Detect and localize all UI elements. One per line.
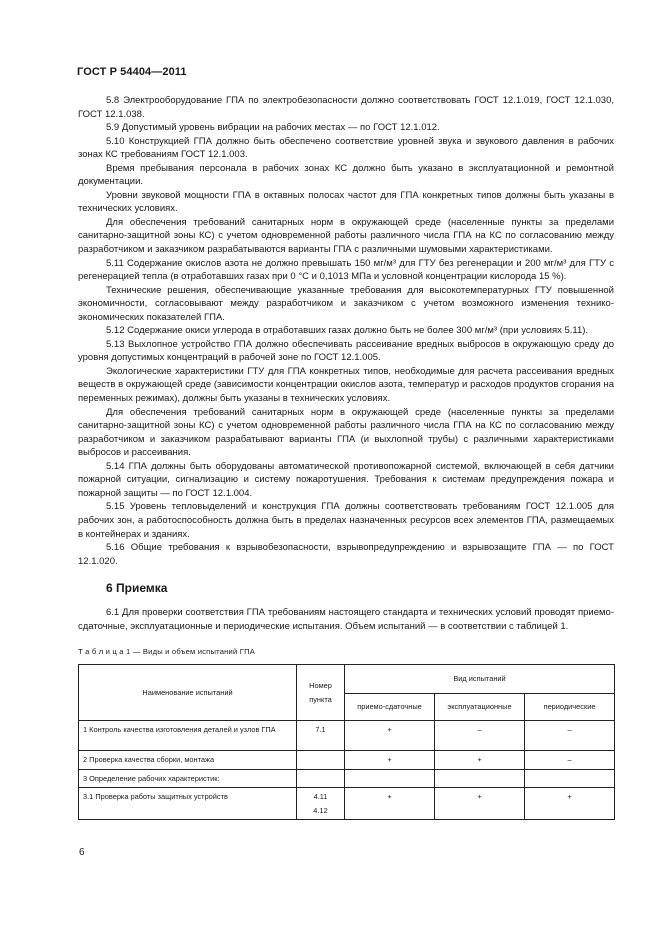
cell-number: 7.1 xyxy=(297,721,345,751)
table-row xyxy=(79,769,615,788)
cell-periodic xyxy=(525,769,615,788)
header-test-name: Наименование испытаний xyxy=(79,665,297,721)
cell-acceptance: + xyxy=(345,721,435,751)
paragraph-6-1: 6.1 Для проверки соответствия ГПА требованиям настоящего стандарта и технических условий проводят приемо-сдаточные, эксплуатационные и периодические испытания. Объем испытаний — в соответствии с таблицей 1. xyxy=(78,607,614,632)
header-acceptance: приемо-сдаточные xyxy=(345,694,435,721)
cell-name: 3.1 Проверка работы защитных устройств xyxy=(79,788,297,820)
paragraph-tech-solutions: Технические решения, обеспечивающие указанные требования для высокотемпературных ГТУ повышенной экономичности, согласовывают между разработчиком и заказчиком с учетом возможного изменения технико-экономических показателей ГПА. xyxy=(78,284,614,323)
cell-number xyxy=(297,751,345,770)
paragraph-5-14: 5.14 ГПА должны быть оборудованы автоматической противопожарной системой, включающей в себя датчики пожарной ситуации, сигнализацию и систему пожаротушения. Требования к системам предупреждения пожара и пожарной защиты — по ГОСТ 12.1.004. xyxy=(78,460,614,499)
paragraph-5-11: 5.11 Содержание окислов азота не должно превышать 150 мг/м³ для ГТУ без регенерации и 200 мг/м³ для ГТУ с регенерацией тепла (в отработавших газах при 0 °C и 0,1013 МПа и условной концентрации кислорода 15 %). xyxy=(78,257,614,283)
paragraph-5-12: 5.12 Содержание окиси углерода в отработавших газах должно быть не более 300 мг/м³ (при условиях 5.11). xyxy=(106,325,589,337)
cell-operational: + xyxy=(435,751,525,770)
table-caption: Т а б л и ц а 1 — Виды и объем испытаний ГПА xyxy=(78,647,255,657)
page-content xyxy=(78,94,614,820)
cell-name: 2 Проверка качества сборки, монтажа xyxy=(79,751,297,770)
paragraph-5-13: 5.13 Выхлопное устройство ГПА должно обеспечивать рассеивание вредных выбросов в окружающую среду до уровня допустимых концентраций в рабочей зоне по ГОСТ 12.1.005. xyxy=(78,338,614,364)
cell-acceptance xyxy=(345,769,435,788)
document-header: ГОСТ Р 54404—2011 xyxy=(77,66,187,78)
cell-acceptance: + xyxy=(345,788,435,820)
paragraph-sound-power: Уровни звуковой мощности ГПА в октавных полосах частот для ГПА конкретных типов должны быть указаны в технических условиях. xyxy=(78,189,614,215)
cell-acceptance: + xyxy=(345,751,435,770)
cell-periodic: – xyxy=(525,721,615,751)
cell-operational xyxy=(435,769,525,788)
section-title: 6 Приемка xyxy=(106,581,168,596)
paragraph-5-8: 5.8 Электрооборудование ГПА по электробезопасности должно соответствовать ГОСТ 12.1.019, ГОСТ 12.1.030, ГОСТ 12.1.038. xyxy=(78,95,614,120)
paragraph-5-10: 5.10 Конструкцией ГПА должно быть обеспечено соответствие уровней звука и звукового давления в рабочих зонах КС требованиям ГОСТ 12.1.003. xyxy=(78,135,614,161)
paragraph-eco-characteristics: Экологические характеристики ГТУ для ГПА конкретных типов, необходимые для расчета рассеивания вредных веществ в окружающей среде (зависимости концентрации окислов азота, температур и расходов продуктов сгорания на переменных режимах), должны быть указаны в технических условиях. xyxy=(78,365,614,405)
cell-number xyxy=(297,769,345,788)
tests-table xyxy=(78,664,615,820)
paragraph-5-9: 5.9 Допустимый уровень вибрации на рабочих местах — по ГОСТ 12.1.012. xyxy=(106,122,440,134)
cell-number: 4.11 4.12 xyxy=(297,788,345,820)
header-operational: эксплуатационные xyxy=(435,694,525,721)
cell-periodic: – xyxy=(525,751,615,770)
header-test-types: Вид испытаний xyxy=(345,665,615,694)
table-row xyxy=(79,751,615,770)
cell-periodic: + xyxy=(525,788,615,820)
header-periodic: периодические xyxy=(525,694,615,721)
cell-name: 1 Контроль качества изготовления деталей и узлов ГПА xyxy=(79,721,297,751)
header-clause-number: Номер пункта xyxy=(297,665,345,721)
cell-operational: + xyxy=(435,788,525,820)
paragraph-staff-time: Время пребывания персонала в рабочих зонах КС должно быть указано в эксплуатационной и ремонтной документации. xyxy=(78,162,614,188)
page-number: 6 xyxy=(79,847,85,858)
table-row xyxy=(79,788,615,820)
cell-operational: – xyxy=(435,721,525,751)
paragraph-emission-variants: Для обеспечения требований санитарных норм в окружающей среде (населенные пункты за пределами санитарно-защитной зоны КС) с учетом одновременной работы различного числа ГПА на КС по согласованию между разработчиком и заказчиком разрабатывают варианты ГПА (и выхлопной трубы) с различными характеристиками выбросов и рассеивания. xyxy=(78,406,614,459)
paragraph-noise-variants: Для обеспечения требований санитарных норм в окружающей среде (населенные пункты за пределами санитарно-защитной зоны КС) с учетом одновременной работы различного числа ГПА на КС по согласованию между разработчиком и заказчиком разрабатываются варианты ГПА с различными шумовыми характеристиками. xyxy=(78,216,614,256)
paragraph-5-16: 5.16 Общие требования к взрывобезопасности, взрывопредупреждению и взрывозащите ГПА — по ГОСТ 12.1.020. xyxy=(78,542,614,567)
cell-name: 3 Определение рабочих характеристик: xyxy=(79,769,297,788)
paragraph-5-15: 5.15 Уровень тепловыделений и конструкция ГПА должны соответствовать требованиям ГОСТ 12.1.005 для рабочих зон, а работоспособность должна быть в пределах назначенных ресурсов всех элементов ГПА, размещаемых в контейнерах и зданиях. xyxy=(78,501,614,540)
table-row xyxy=(79,721,615,751)
